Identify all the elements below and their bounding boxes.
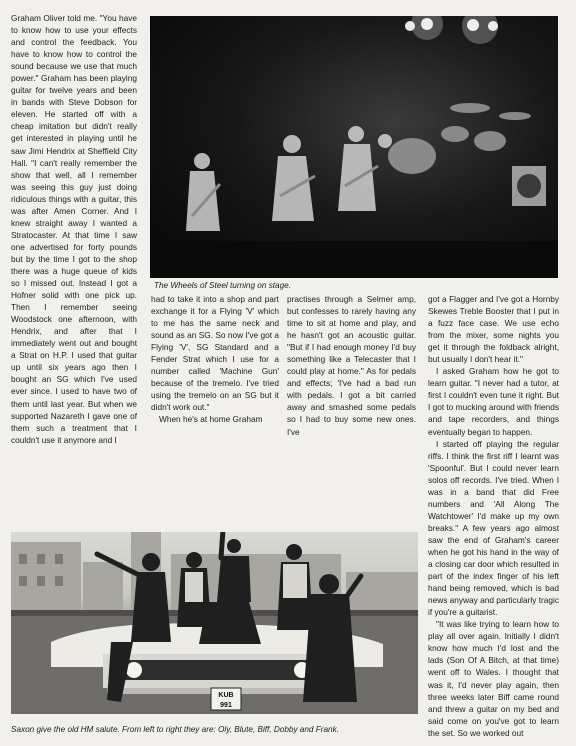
group-photo-illustration [11, 532, 418, 714]
concert-photo-illustration [150, 16, 558, 278]
band-group-photo [11, 532, 418, 714]
paragraph: had to take it into a shop and part exchange it for a Flying 'V' which to me has the same neck and sound as an SG. So now I've got a Flying 'V', SG Standard and a Fender Strat which I use for a number called 'Machine Gun' because of the tremelo. I've tried using the tremelo on an SG but it didn't work out." [151, 294, 279, 413]
paragraph: Graham Oliver told me. "You have to know how to use your effects and control the feedback. You have to know how to control the sound because we use that much power." Graham has been playing guitar for twelve years and been in bands with Steve Dobson for eleven. He started off with a cheap imitation but didn't really get interested in playing until he saw Jimi Hendrix at Sheffield City Hall. "I can't really remember the show that well, all I remember was seeing this guy just doing ridiculous things with a guitar, this was after Amen Corner. And I knew straight away I wanted a Stratocaster. At that time I saw one advertised for forty pounds but by the time I got to the shop there was a huge queue of kids so I missed out. Instead I got a Hofner solid with one pick up. Then I remember seeing Woodstock one afternoon, with Hendrix, and after that I immediately went out and bought a Strat on H.P. I used that guitar up until six years ago then I bought an SG which I've used ever since. I used to have two of them until last year. But when we supported Nazareth I gave one of them such a treatment that I couldn't use it anymore and I [11, 13, 137, 445]
paragraph: "It was like trying to learn how to play all over again. Initially I didn't know how much I'd lost and the lads (Son Of A Bitch, at that time) went off to Wales. I thought that was it, I'd never play again, then three weeks later Biff came round and threw a guitar on my bed and said come on you've got to learn the set. So we worked out [428, 619, 559, 738]
article-column-3 [287, 293, 416, 525]
concert-stage-photo [150, 16, 558, 278]
article-column-left [11, 12, 137, 524]
paragraph: practises through a Selmer amp, but confesses to rarely having any time to sit at home and play, and he hasn't got an acoustic guitar. "But if I had enough money I'd buy something like a Telecaster that I could play at home." As for pedals and effects; 'I've had a bad run with pedals. I got a bit carried away and smashed some pedals so I had to buy some new ones. I've [287, 294, 416, 437]
number-plate-bottom: 991 [220, 702, 232, 709]
paragraph: I asked Graham how he got to learn guitar. "I never had a tutor, at first I couldn't even tune it right. But I got to mucking around with friends and tape recorders, and things eventually began to happen. [428, 366, 559, 437]
number-plate-top: KUB [218, 692, 234, 699]
paragraph: When he's at home Graham [159, 414, 263, 425]
paragraph: got a Flagger and I've got a Hornby Skewes Treble Booster that I put in a fuzz face case. We use echo from the mixer, some nights you get it through the foldback alright, but usually I don't hear it." [428, 294, 559, 365]
concert-photo-caption: The Wheels of Steel turning on stage. [154, 281, 291, 290]
article-column-right [428, 293, 559, 743]
group-photo-caption: Saxon give the old HM salute. From left to right they are: Oly, Blute, Biff, Dobby and Frank. [11, 725, 339, 734]
article-column-2 [151, 293, 279, 525]
paragraph: I started off playing the regular riffs. I think the first riff I learnt was 'Spoonful'. But I could never learn solos off records. I've tried. When I was in a band that did Free numbers and 'All Along The Watchtower' I'd make up my own breaks." A few years ago almost saw the end of Graham's career when he got his hand in the way of a closing car door which resulted in part of the index finger of his left hand being removed, which is bad news anyway and particularly tragic if you're a guitarist. [428, 438, 559, 618]
